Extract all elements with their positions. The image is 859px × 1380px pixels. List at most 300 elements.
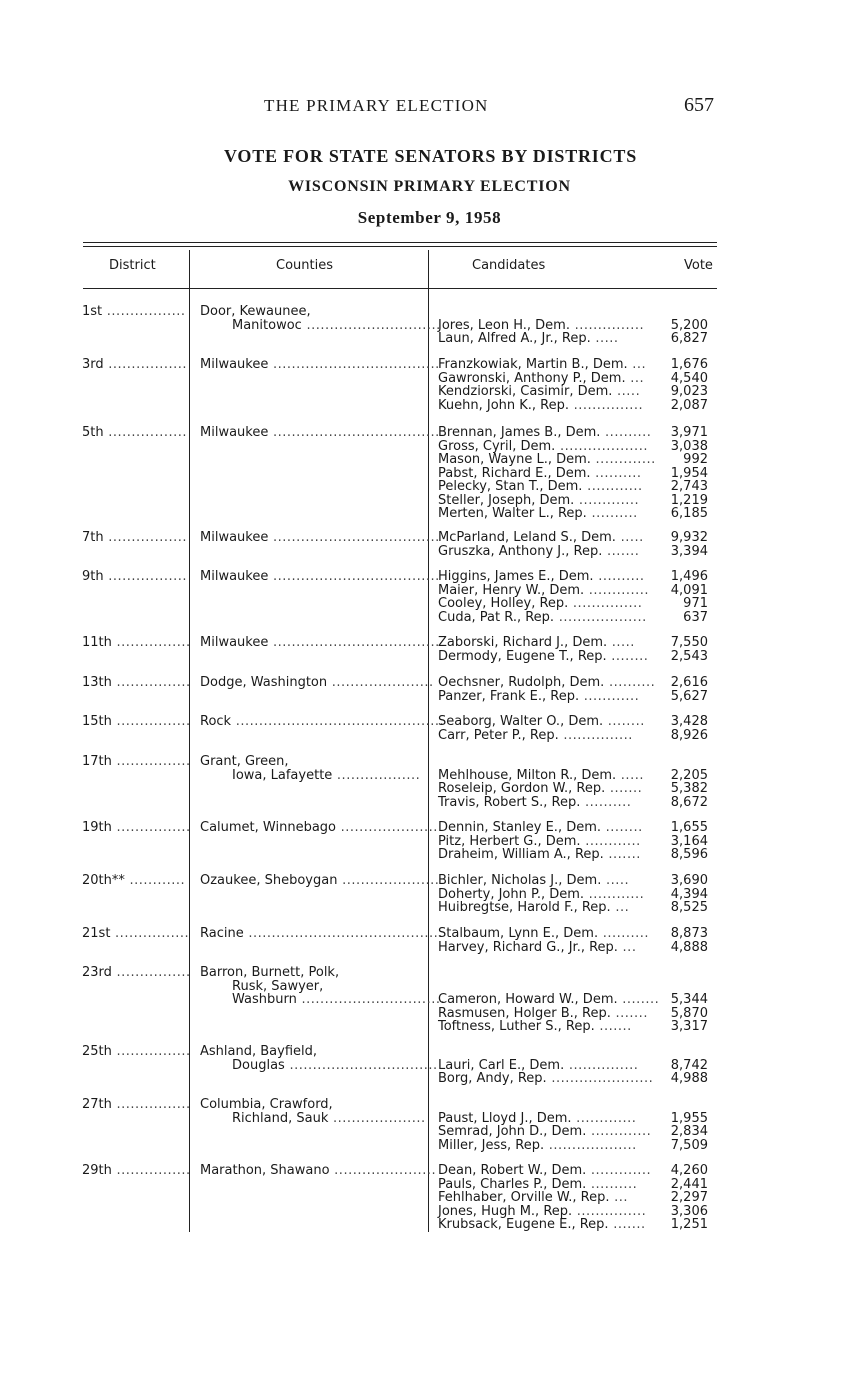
vote-count: 2,297	[670, 1190, 708, 1205]
candidate-label: Carr, Peter P., Rep.	[438, 727, 559, 743]
candidate-name	[438, 874, 629, 888]
district-label: 21st	[82, 926, 111, 941]
candidate-label: McParland, Leland S., Dem.	[438, 530, 616, 545]
district-label: 5th	[82, 425, 104, 440]
dot-leader: ..........	[598, 926, 650, 941]
candidate-name	[438, 570, 645, 584]
vote-count: 3,317	[670, 1019, 708, 1034]
column-divider-1	[189, 250, 190, 1232]
vote-count: 1,954	[670, 465, 708, 481]
dot-leader: .............	[586, 1163, 652, 1178]
dot-leader: .............	[586, 1124, 652, 1139]
dot-leader: .....	[612, 384, 641, 399]
dot-leader: .....................	[337, 873, 440, 888]
county-line	[232, 1112, 426, 1126]
vote-count: 7,509	[670, 1137, 708, 1153]
dot-leader: .....	[615, 530, 644, 545]
vote-count: 971	[683, 596, 708, 611]
district-label: 17th	[82, 754, 112, 769]
county-name: Racine	[200, 926, 244, 941]
county-line	[200, 1045, 317, 1059]
district-label: 3rd	[82, 357, 104, 372]
district-label: 20th**	[82, 873, 125, 888]
district-label: 13th	[82, 675, 112, 690]
candidate-label: Jones, Hugh M., Rep.	[438, 1203, 573, 1219]
candidate-label: Semrad, John D., Dem.	[438, 1124, 587, 1139]
vote-count: 4,888	[670, 939, 708, 955]
candidate-label: Merten, Walter L., Rep.	[438, 506, 587, 521]
candidate-name	[438, 1059, 638, 1073]
vote-count: 7,550	[670, 635, 708, 650]
dot-leader: .......	[603, 847, 641, 862]
candidate-label: Kuehn, John K., Rep.	[438, 397, 570, 413]
vote-count: 4,394	[670, 886, 708, 902]
county-name: Milwaukee	[200, 357, 269, 372]
candidate-name	[438, 1178, 637, 1192]
vote-count: 8,926	[670, 727, 708, 743]
candidate-name	[438, 650, 648, 664]
dot-leader: ...	[617, 939, 637, 955]
dot-leader: ...............	[568, 596, 643, 611]
county-line	[200, 531, 440, 545]
dot-leader: ..................	[332, 767, 421, 783]
district-label: 11th	[82, 635, 112, 650]
vote-count: 8,873	[670, 926, 708, 941]
dot-leader: .......	[594, 1019, 632, 1034]
dot-leader: ...	[610, 900, 630, 915]
district-label: 15th	[82, 714, 112, 729]
dot-leader: ................	[111, 1163, 191, 1178]
district-cell	[82, 1045, 191, 1059]
dot-leader: ...............	[564, 1057, 639, 1073]
vote-count: 2,743	[670, 479, 708, 494]
vote-count: 6,185	[670, 506, 708, 521]
page-number: 657	[684, 94, 714, 116]
candidate-label: Gruszka, Anthony J., Rep.	[438, 543, 603, 559]
candidate-label: Laun, Alfred A., Jr., Rep.	[438, 331, 591, 346]
candidate-name	[438, 1072, 653, 1086]
candidate-name	[438, 1139, 637, 1153]
dot-leader: ..........	[604, 675, 656, 690]
dot-leader: ...................	[554, 609, 647, 625]
candidate-name	[438, 319, 644, 333]
candidate-label: Pelecky, Stan T., Dem.	[438, 479, 583, 494]
vote-count: 8,742	[670, 1057, 708, 1073]
candidate-name	[438, 888, 644, 902]
dot-leader: ...	[625, 370, 645, 386]
dot-leader: ..........................................	[243, 926, 443, 941]
candidate-name	[438, 480, 643, 494]
running-title: THE PRIMARY ELECTION	[264, 96, 489, 115]
candidate-label: Gawronski, Anthony P., Dem.	[438, 370, 626, 386]
candidate-label: Paust, Lloyd J., Dem.	[438, 1110, 572, 1126]
candidate-name	[438, 1007, 648, 1021]
dot-leader: ...................	[544, 1137, 637, 1153]
candidate-label: Seaborg, Walter O., Dem.	[438, 714, 604, 729]
vote-count: 4,091	[670, 582, 708, 598]
vote-count: 8,596	[670, 847, 708, 862]
candidate-label: Gross, Cyril, Dem.	[438, 438, 556, 454]
county-line	[232, 319, 441, 333]
column-header-candidates: Candidates	[472, 258, 546, 273]
candidate-name	[438, 993, 659, 1007]
vote-count: 1,676	[670, 357, 708, 372]
county-line	[200, 821, 438, 835]
county-name: Marathon, Shawano	[200, 1163, 330, 1178]
candidate-name	[438, 796, 631, 810]
dot-leader: ....................................	[268, 530, 440, 545]
district-cell	[82, 676, 191, 690]
district-cell	[82, 966, 191, 980]
district-cell	[82, 570, 187, 584]
vote-count: 3,164	[670, 833, 708, 849]
candidate-label: Roseleip, Gordon W., Rep.	[438, 781, 606, 796]
dot-leader: .................	[102, 304, 186, 319]
candidate-name	[438, 399, 643, 413]
candidate-name	[438, 426, 651, 440]
candidate-label: Huibregtse, Harold F., Rep.	[438, 900, 611, 915]
candidate-name	[438, 769, 644, 783]
county-line	[200, 676, 434, 690]
header-rule	[83, 288, 717, 289]
vote-count: 1,496	[670, 569, 708, 584]
dot-leader: ...............	[569, 397, 644, 413]
dot-leader: ...................	[555, 438, 648, 454]
dot-leader: ..........	[586, 506, 638, 521]
candidate-name	[438, 636, 635, 650]
candidate-name	[438, 941, 636, 955]
dot-leader: .............................	[301, 317, 441, 333]
dot-leader: ...............	[569, 317, 645, 333]
candidate-name	[438, 729, 633, 743]
election-date: September 9, 1958	[357, 208, 502, 227]
candidate-label: Toftness, Luther S., Rep.	[438, 1019, 595, 1034]
dot-leader: ...............................	[296, 992, 446, 1007]
dot-leader: .....	[607, 635, 635, 650]
candidate-label: Cameron, Howard W., Dem.	[438, 992, 618, 1007]
district-cell	[82, 426, 187, 440]
vote-count: 3,971	[670, 425, 708, 440]
county-line	[200, 305, 311, 319]
vote-count: 5,870	[670, 1005, 708, 1021]
county-line	[232, 980, 323, 994]
dot-leader: .............	[590, 452, 656, 467]
vote-count: 3,428	[670, 714, 708, 729]
dot-leader: ..........	[580, 794, 632, 810]
candidate-name	[438, 332, 619, 346]
dot-leader: ............	[124, 873, 186, 888]
dot-leader: ...............	[558, 727, 633, 743]
district-cell	[82, 305, 186, 319]
dot-leader: .......	[602, 543, 640, 559]
district-label: 19th	[82, 820, 112, 835]
candidate-name	[438, 597, 642, 611]
dot-leader: .....	[616, 767, 644, 783]
vote-count: 4,988	[670, 1071, 708, 1086]
dot-leader: ...	[609, 1190, 629, 1205]
candidate-name	[438, 821, 643, 835]
vote-count: 637	[683, 609, 708, 625]
county-name: Richland, Sauk	[232, 1110, 329, 1126]
vote-count: 1,251	[670, 1217, 708, 1232]
county-name: Manitowoc	[232, 317, 302, 333]
dot-leader: ....................................	[268, 425, 440, 440]
vote-count: 3,690	[670, 873, 708, 888]
district-label: 9th	[82, 569, 104, 584]
dot-leader: ................	[111, 1097, 191, 1112]
top-rule	[83, 242, 717, 243]
county-line	[200, 358, 440, 372]
candidate-name	[438, 1112, 636, 1126]
dot-leader: ................	[111, 965, 191, 980]
county-name: Door, Kewaunee,	[200, 304, 311, 319]
vote-count: 8,525	[670, 900, 708, 915]
candidate-name	[438, 1205, 646, 1219]
column-header-counties: Counties	[276, 258, 333, 273]
vote-count: 6,827	[670, 331, 708, 346]
dot-leader: ................	[111, 1044, 191, 1059]
district-cell	[82, 927, 189, 941]
vote-count: 2,834	[670, 1124, 708, 1139]
district-label: 1st	[82, 304, 103, 319]
column-divider-2	[428, 250, 429, 1232]
candidate-label: Travis, Robert S., Rep.	[438, 794, 581, 810]
district-cell	[82, 755, 191, 769]
candidate-label: Bichler, Nicholas J., Dem.	[438, 873, 602, 888]
dot-leader: .................	[103, 425, 187, 440]
vote-count: 3,038	[670, 438, 708, 454]
dot-leader: .................	[103, 569, 187, 584]
vote-count: 9,932	[670, 530, 708, 545]
candidate-label: Fehlhaber, Orville W., Rep.	[438, 1190, 610, 1205]
district-cell	[82, 874, 185, 888]
dot-leader: .....	[590, 331, 619, 346]
candidate-label: Mehlhouse, Milton R., Dem.	[438, 767, 617, 783]
district-cell	[82, 531, 187, 545]
dot-leader: ............	[579, 688, 640, 704]
candidate-name	[438, 611, 647, 625]
candidate-label: Draheim, William A., Rep.	[438, 847, 604, 862]
county-line	[232, 993, 445, 1007]
candidate-label: Maier, Henry W., Dem.	[438, 582, 585, 598]
candidate-label: Brennan, James B., Dem.	[438, 425, 601, 440]
candidate-label: Panzer, Frank E., Rep.	[438, 688, 580, 704]
vote-count: 9,023	[670, 384, 708, 399]
dot-leader: ..........	[600, 425, 652, 440]
dot-leader: ....................................	[268, 569, 440, 584]
vote-count: 3,306	[670, 1203, 708, 1219]
candidate-label: Pabst, Richard E., Dem.	[438, 465, 591, 481]
dot-leader: .....................	[336, 820, 438, 835]
dot-leader: ............	[580, 833, 641, 849]
candidate-label: Higgins, James E., Dem.	[438, 569, 594, 584]
candidate-label: Krubsack, Eugene E., Rep.	[438, 1217, 609, 1232]
candidate-label: Kendziorski, Casimir, Dem.	[438, 384, 613, 399]
dot-leader: .............	[574, 492, 640, 508]
county-line	[200, 426, 440, 440]
county-line	[232, 1059, 438, 1073]
dot-leader: ............	[584, 886, 645, 902]
county-line	[200, 636, 440, 650]
page-subtitle: WISCONSIN PRIMARY ELECTION	[288, 178, 571, 195]
vote-count: 2,205	[670, 767, 708, 783]
district-label: 23rd	[82, 965, 112, 980]
dot-leader: ................	[111, 820, 191, 835]
district-label: 27th	[82, 1097, 112, 1112]
dot-leader: ...............	[572, 1203, 647, 1219]
county-line	[200, 1098, 333, 1112]
vote-count: 8,672	[670, 794, 708, 810]
dot-leader: ..........	[593, 569, 645, 584]
dot-leader: ....................	[328, 1110, 426, 1126]
candidate-label: Cuda, Pat R., Rep.	[438, 609, 555, 625]
top-rule-double	[83, 246, 717, 247]
county-name: Dodge, Washington	[200, 675, 328, 690]
dot-leader: ......................	[546, 1071, 654, 1086]
district-cell	[82, 636, 191, 650]
district-cell	[82, 1164, 191, 1178]
candidate-name	[438, 358, 646, 372]
county-name: Rock	[200, 714, 232, 729]
candidate-label: Jores, Leon H., Dem.	[438, 317, 570, 333]
county-name: Ashland, Bayfield,	[200, 1044, 317, 1059]
dot-leader: .......	[605, 781, 643, 796]
county-name: Barron, Burnett, Polk,	[200, 965, 340, 980]
dot-leader: ................................	[284, 1057, 438, 1073]
dot-leader: .............	[584, 582, 650, 598]
candidate-name	[438, 1191, 628, 1205]
candidate-label: Steller, Joseph, Dem.	[438, 492, 575, 508]
district-label: 7th	[82, 530, 104, 545]
candidate-name	[438, 1125, 651, 1139]
dot-leader: ........	[601, 820, 643, 835]
vote-count: 4,260	[670, 1163, 708, 1178]
county-name: Rusk, Sawyer,	[232, 978, 324, 994]
candidate-name	[438, 584, 649, 598]
candidate-label: Cooley, Holley, Rep.	[438, 596, 569, 611]
dot-leader: ................	[110, 926, 190, 941]
candidate-name	[438, 715, 645, 729]
county-line	[232, 769, 420, 783]
county-name: Milwaukee	[200, 530, 269, 545]
county-name: Douglas	[232, 1057, 285, 1073]
vote-count: 5,344	[670, 992, 708, 1007]
candidate-name	[438, 385, 640, 399]
dot-leader: .............................................	[231, 714, 445, 729]
vote-count: 2,441	[670, 1176, 708, 1192]
candidate-label: Doherty, John P., Dem.	[438, 886, 585, 902]
dot-leader: ........	[617, 992, 660, 1007]
candidate-label: Dennin, Stanley E., Dem.	[438, 820, 602, 835]
dot-leader: ................	[111, 754, 191, 769]
candidate-name	[438, 494, 639, 508]
running-head	[0, 94, 859, 118]
county-line	[200, 1164, 436, 1178]
dot-leader: ..........	[590, 465, 642, 481]
dot-leader: ......................	[329, 1163, 437, 1178]
candidate-name	[438, 467, 642, 481]
candidate-name	[438, 372, 644, 386]
county-name: Milwaukee	[200, 569, 269, 584]
candidate-name	[438, 453, 656, 467]
candidate-name	[438, 690, 639, 704]
candidate-name	[438, 782, 642, 796]
candidate-name	[438, 507, 638, 521]
county-line	[200, 874, 439, 888]
vote-count: 5,627	[670, 688, 708, 704]
candidate-name	[438, 1164, 651, 1178]
table-titles	[0, 143, 859, 236]
candidate-label: Pitz, Herbert G., Dem.	[438, 833, 581, 849]
page-title: VOTE FOR STATE SENATORS BY DISTRICTS	[223, 146, 638, 166]
candidate-name	[438, 1020, 632, 1034]
dot-leader: ..........	[586, 1176, 638, 1192]
candidate-label: Dermody, Eugene T., Rep.	[438, 648, 607, 664]
dot-leader: ................	[111, 675, 191, 690]
dot-leader: ....................................	[268, 357, 440, 372]
candidate-name	[438, 901, 629, 915]
dot-leader: ................	[111, 714, 191, 729]
candidate-name	[438, 676, 655, 690]
candidate-label: Borg, Andy, Rep.	[438, 1071, 547, 1086]
county-name: Calumet, Winnebago	[200, 820, 336, 835]
dot-leader: .............	[571, 1110, 637, 1126]
dot-leader: ........	[603, 714, 645, 729]
district-label: 29th	[82, 1163, 112, 1178]
dot-leader: ......................	[327, 675, 434, 690]
vote-count: 992	[683, 452, 708, 467]
dot-leader: ........	[606, 648, 649, 664]
dot-leader: ....................................	[268, 635, 440, 650]
candidate-label: Zaborski, Richard J., Dem.	[438, 635, 608, 650]
county-line	[200, 570, 440, 584]
column-header-district: District	[109, 258, 156, 273]
vote-count: 2,543	[670, 648, 708, 664]
district-label: 25th	[82, 1044, 112, 1059]
candidate-name	[438, 440, 648, 454]
candidate-name	[438, 531, 644, 545]
candidate-name	[438, 545, 639, 559]
candidate-label: Mason, Wayne L., Dem.	[438, 452, 591, 467]
county-line	[200, 715, 444, 729]
dot-leader: .......	[610, 1005, 648, 1021]
county-line	[200, 966, 339, 980]
candidate-name	[438, 835, 641, 849]
candidate-label: Rasmusen, Holger B., Rep.	[438, 1005, 611, 1021]
vote-count: 1,219	[670, 492, 708, 508]
candidate-name	[438, 927, 649, 941]
county-name: Washburn	[232, 992, 297, 1007]
vote-count: 1,955	[670, 1110, 708, 1126]
vote-count: 4,540	[670, 370, 708, 386]
county-name: Milwaukee	[200, 635, 269, 650]
dot-leader: .......	[608, 1217, 646, 1232]
candidate-label: Miller, Jess, Rep.	[438, 1137, 545, 1153]
district-cell	[82, 715, 191, 729]
county-name: Columbia, Crawford,	[200, 1097, 333, 1112]
candidate-name	[438, 1218, 646, 1232]
vote-count: 2,087	[670, 397, 708, 413]
column-header-vote: Vote	[684, 258, 713, 273]
vote-count: 5,382	[670, 781, 708, 796]
dot-leader: .................	[103, 530, 187, 545]
county-line	[200, 755, 289, 769]
vote-count: 2,616	[670, 675, 708, 690]
candidate-label: Dean, Robert W., Dem.	[438, 1163, 587, 1178]
dot-leader: .....	[601, 873, 630, 888]
district-cell	[82, 821, 191, 835]
candidate-label: Franzkowiak, Martin B., Dem.	[438, 357, 628, 372]
